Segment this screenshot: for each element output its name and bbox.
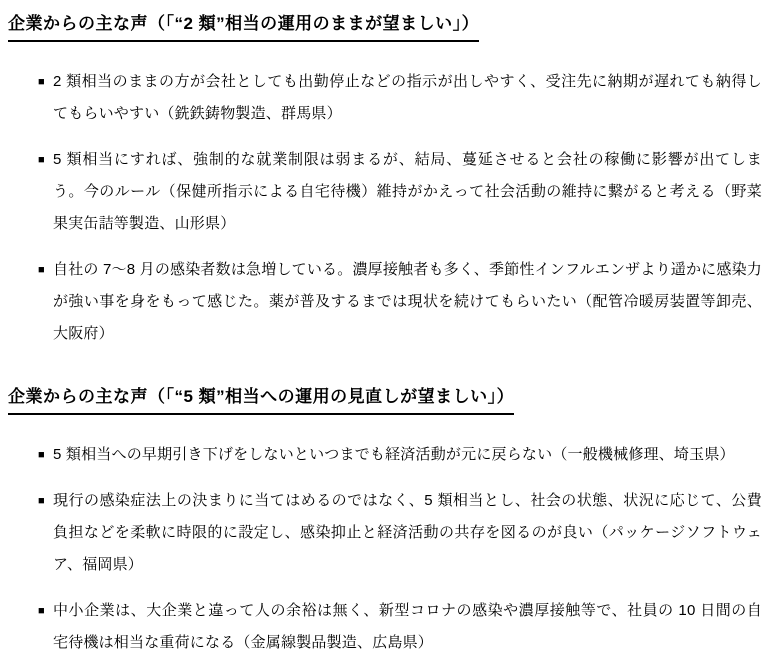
bullet-list — [8, 66, 762, 350]
bullet-item — [38, 144, 762, 240]
bullet-square-icon: ■ — [38, 76, 45, 88]
bullet-item — [38, 254, 762, 350]
bullet-text: 2 類相当のままの方が会社としても出勤停止などの指示が出しやすく、受注先に納期が遅れても納得してもらいやすい（銑鉄鋳物製造、群馬県） — [53, 73, 762, 122]
bullet-list — [8, 439, 762, 659]
bullet-square-icon: ■ — [38, 605, 45, 617]
bullet-square-icon: ■ — [38, 154, 45, 166]
bullet-text: 自社の 7～8 月の感染者数は急増している。濃厚接触者も多く、季節性インフルエンザより遥かに感染力が強い事を身をもって感じた。薬が普及するまでは現状を続けてもらいたい（配管冷暖房装置等卸売、大阪府） — [53, 261, 762, 342]
bullet-square-icon: ■ — [38, 495, 45, 507]
bullet-square-icon: ■ — [38, 264, 45, 276]
bullet-text: 中小企業は、大企業と違って人の余裕は無く、新型コロナの感染や濃厚接触等で、社員の 10 日間の自宅待機は相当な重荷になる（金属線製品製造、広島県） — [53, 602, 762, 651]
bullet-text: 5 類相当への早期引き下げをしないといつまでも経済活動が元に戻らない（一般機械修理、埼玉県） — [53, 446, 735, 463]
section-heading: 企業からの主な声（「“2 類”相当の運用のままが望ましい」） — [8, 9, 479, 42]
section-heading: 企業からの主な声（「“5 類”相当への運用の見直しが望ましい」） — [8, 382, 514, 415]
section-2rui — [8, 9, 762, 350]
bullet-text: 現行の感染症法上の決まりに当てはめるのではなく、5 類相当とし、社会の状態、状況に応じて、公費負担などを柔軟に時限的に設定し、感染抑止と経済活動の共存を図るのが良い（パッケージソフトウェア、福岡県） — [53, 492, 762, 573]
bullet-item — [38, 439, 762, 471]
bullet-text: 5 類相当にすれば、強制的な就業制限は弱まるが、結局、蔓延させると会社の稼働に影響が出てしまう。今のルール（保健所指示による自宅待機）維持がかえって社会活動の維持に繋がると考える（野菜果実缶詰等製造、山形県） — [53, 151, 762, 232]
bullet-item — [38, 485, 762, 581]
bullet-item — [38, 66, 762, 130]
bullet-square-icon: ■ — [38, 449, 45, 461]
bullet-item — [38, 595, 762, 659]
section-5rui — [8, 382, 762, 659]
